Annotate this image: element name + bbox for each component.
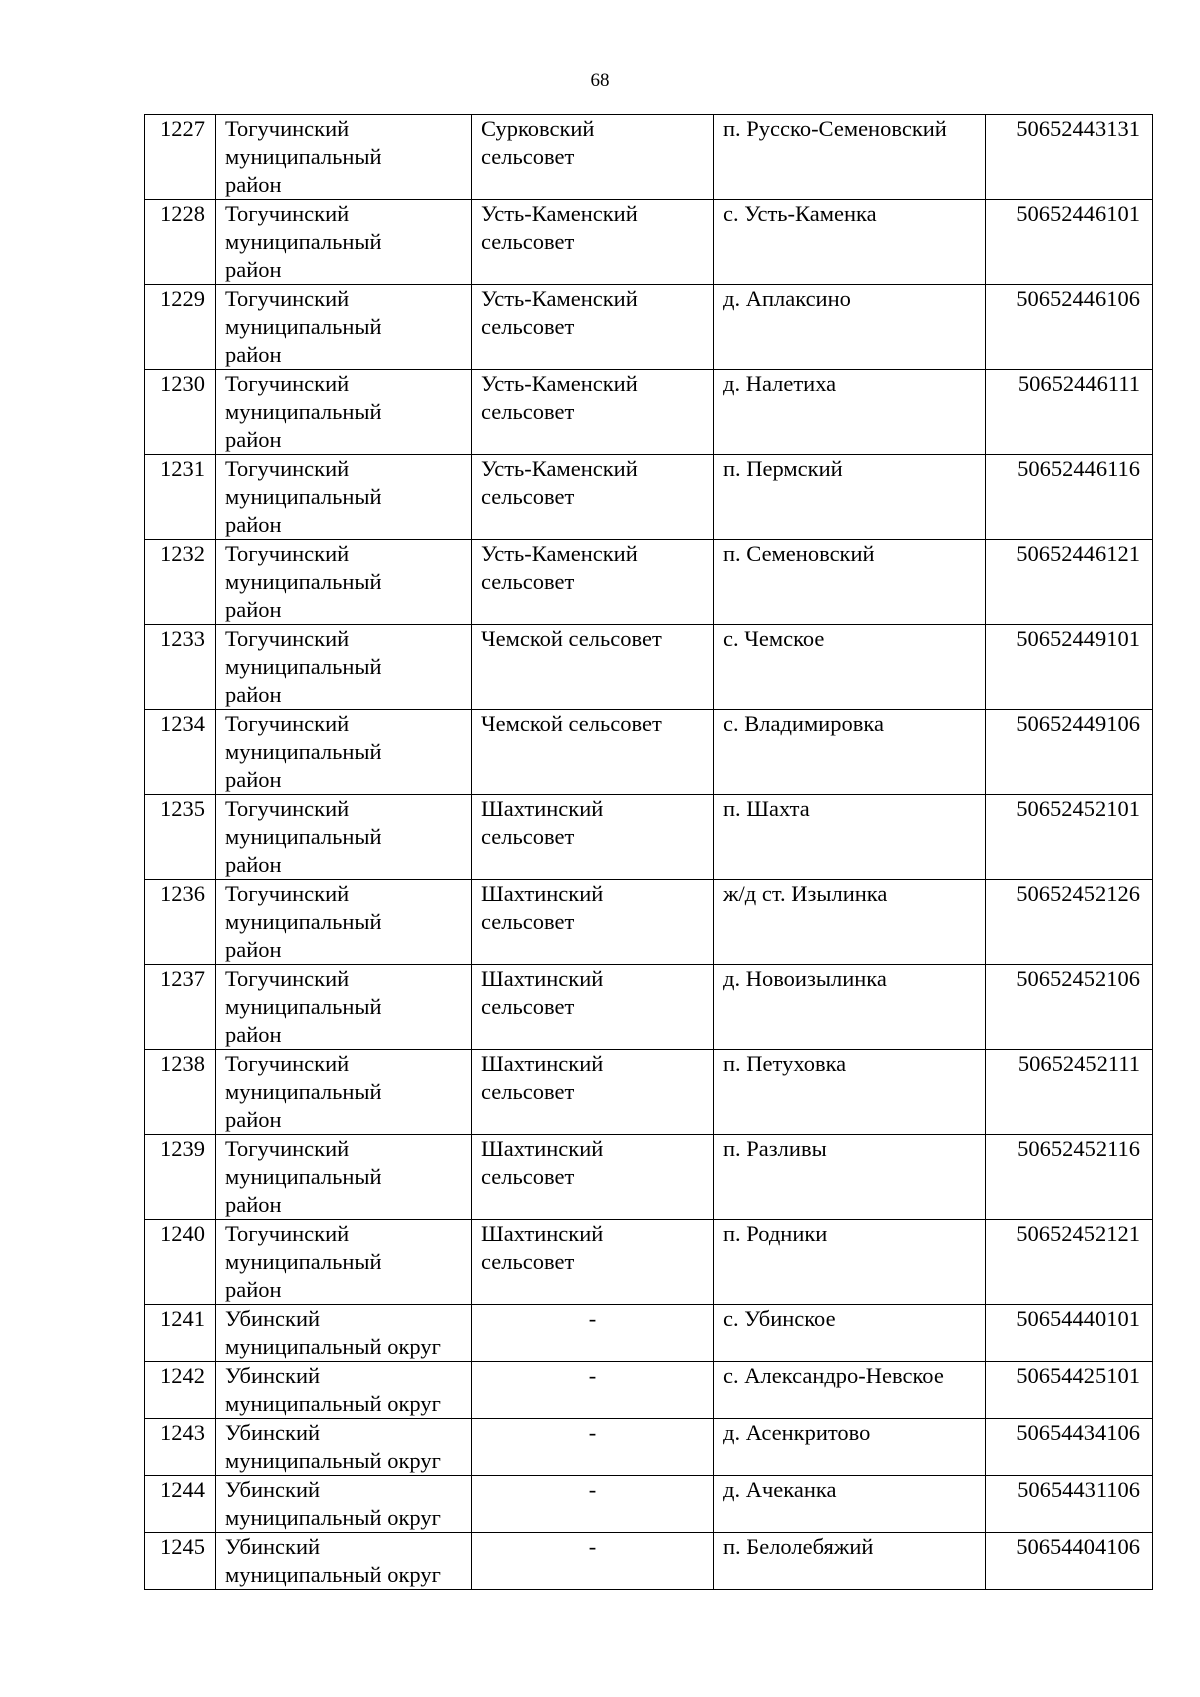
village-council-cell [472, 795, 714, 880]
settlement-cell: с. Александро-Невское [714, 1362, 986, 1419]
village-council-line: сельсовет [481, 1249, 575, 1274]
settlement-cell: п. Семеновский [714, 540, 986, 625]
village-council-line: сельсовет [481, 994, 575, 1019]
row-number: 1239 [145, 1135, 216, 1220]
municipal-district-cell [216, 1419, 472, 1476]
table-row [145, 540, 1153, 625]
row-number: 1243 [145, 1419, 216, 1476]
table-row [145, 285, 1153, 370]
municipal-district-line: Тогучинский [225, 796, 350, 821]
row-number: 1233 [145, 625, 216, 710]
row-number: 1237 [145, 965, 216, 1050]
village-council-cell [472, 1050, 714, 1135]
municipal-district-line: Тогучинский [225, 1221, 350, 1246]
municipal-district-line: район [225, 682, 282, 707]
table-row [145, 1135, 1153, 1220]
municipal-district-cell [216, 455, 472, 540]
municipal-district-cell [216, 115, 472, 200]
village-council-line: - [588, 1534, 597, 1559]
table-row [145, 710, 1153, 795]
village-council-line: Шахтинский [481, 1221, 604, 1246]
village-council-cell [472, 625, 714, 710]
municipal-district-line: Тогучинский [225, 456, 350, 481]
municipal-district-line: муниципальный округ [225, 1391, 441, 1416]
municipal-district-line: Убинский [225, 1420, 321, 1445]
municipal-district-line: Тогучинский [225, 286, 350, 311]
municipal-district-line: муниципальный округ [225, 1334, 441, 1359]
municipal-district-line: район [225, 427, 282, 452]
municipal-district-line: муниципальный [225, 484, 382, 509]
municipal-district-line: муниципальный [225, 909, 382, 934]
table-body [145, 115, 1153, 1590]
municipal-district-line: район [225, 1277, 282, 1302]
table-row [145, 200, 1153, 285]
municipal-district-cell [216, 710, 472, 795]
municipal-district-line: Убинский [225, 1363, 321, 1388]
oktmo-code-cell: 50654440101 [986, 1305, 1153, 1362]
village-council-cell [472, 965, 714, 1050]
village-council-line: Усть-Каменский [481, 371, 638, 396]
settlement-cell: п. Русско-Семеновский [714, 115, 986, 200]
row-number: 1229 [145, 285, 216, 370]
village-council-cell [472, 370, 714, 455]
municipal-district-line: Тогучинский [225, 881, 350, 906]
village-council-line: сельсовет [481, 229, 575, 254]
table-row [145, 455, 1153, 540]
municipal-district-line: муниципальный [225, 1164, 382, 1189]
row-number: 1234 [145, 710, 216, 795]
municipal-district-line: район [225, 852, 282, 877]
settlement-cell: п. Шахта [714, 795, 986, 880]
row-number: 1236 [145, 880, 216, 965]
row-number: 1238 [145, 1050, 216, 1135]
village-council-line: Чемской сельсовет [481, 626, 662, 651]
village-council-cell [472, 200, 714, 285]
village-council-line: сельсовет [481, 909, 575, 934]
table-row [145, 880, 1153, 965]
row-number: 1235 [145, 795, 216, 880]
village-council-cell [472, 1305, 714, 1362]
table-row [145, 625, 1153, 710]
municipal-district-cell [216, 370, 472, 455]
municipal-district-cell [216, 1135, 472, 1220]
municipal-district-line: Тогучинский [225, 711, 350, 736]
village-council-line: сельсовет [481, 1164, 575, 1189]
table-row [145, 1220, 1153, 1305]
village-council-cell [472, 1135, 714, 1220]
municipal-district-line: Убинский [225, 1306, 321, 1331]
table-row [145, 370, 1153, 455]
village-council-cell [472, 1220, 714, 1305]
settlement-cell: п. Пермский [714, 455, 986, 540]
settlement-cell: п. Петуховка [714, 1050, 986, 1135]
settlement-cell: д. Налетиха [714, 370, 986, 455]
village-council-cell [472, 1476, 714, 1533]
table-row [145, 1419, 1153, 1476]
village-council-line: сельсовет [481, 1079, 575, 1104]
row-number: 1230 [145, 370, 216, 455]
oktmo-code-cell: 50652452106 [986, 965, 1153, 1050]
municipal-district-cell [216, 1533, 472, 1590]
municipal-district-line: муниципальный [225, 229, 382, 254]
village-council-cell [472, 455, 714, 540]
village-council-line: сельсовет [481, 144, 575, 169]
municipal-district-line: район [225, 1022, 282, 1047]
table-row [145, 1476, 1153, 1533]
settlement-cell: п. Белолебяжий [714, 1533, 986, 1590]
municipal-district-line: Тогучинский [225, 371, 350, 396]
village-council-line: Шахтинский [481, 796, 604, 821]
municipal-district-line: муниципальный [225, 399, 382, 424]
municipal-district-cell [216, 200, 472, 285]
settlement-cell: д. Новоизылинка [714, 965, 986, 1050]
oktmo-code-cell: 50654434106 [986, 1419, 1153, 1476]
oktmo-code-cell: 50652443131 [986, 115, 1153, 200]
municipal-district-line: район [225, 342, 282, 367]
municipal-district-line: Убинский [225, 1477, 321, 1502]
oktmo-code-cell: 50654431106 [986, 1476, 1153, 1533]
settlement-cell: с. Владимировка [714, 710, 986, 795]
municipal-district-line: муниципальный [225, 739, 382, 764]
oktmo-code-cell: 50652452126 [986, 880, 1153, 965]
settlement-cell: ж/д ст. Изылинка [714, 880, 986, 965]
settlement-cell: п. Разливы [714, 1135, 986, 1220]
village-council-line: Усть-Каменский [481, 541, 638, 566]
row-number: 1232 [145, 540, 216, 625]
oktmo-code-cell: 50654404106 [986, 1533, 1153, 1590]
municipal-district-line: Тогучинский [225, 541, 350, 566]
village-council-line: Сурковский [481, 116, 595, 141]
village-council-cell [472, 1419, 714, 1476]
village-council-line: Шахтинский [481, 881, 604, 906]
village-council-line: сельсовет [481, 314, 575, 339]
oktmo-code-cell: 50652452101 [986, 795, 1153, 880]
settlement-cell: д. Аплаксино [714, 285, 986, 370]
municipal-district-line: муниципальный [225, 314, 382, 339]
oktmo-code-cell: 50652446101 [986, 200, 1153, 285]
village-council-cell [472, 880, 714, 965]
village-council-line: сельсовет [481, 484, 575, 509]
table-row [145, 1362, 1153, 1419]
village-council-line: Шахтинский [481, 1136, 604, 1161]
village-council-cell [472, 710, 714, 795]
table-row [145, 795, 1153, 880]
table-row [145, 965, 1153, 1050]
table-row [145, 1533, 1153, 1590]
municipal-district-line: Тогучинский [225, 966, 350, 991]
oktmo-code-cell: 50652446106 [986, 285, 1153, 370]
municipal-district-line: муниципальный [225, 1079, 382, 1104]
municipal-district-line: муниципальный [225, 994, 382, 1019]
row-number: 1228 [145, 200, 216, 285]
municipal-district-line: Тогучинский [225, 626, 350, 651]
settlements-table [144, 114, 1153, 1590]
row-number: 1244 [145, 1476, 216, 1533]
village-council-cell [472, 285, 714, 370]
row-number: 1245 [145, 1533, 216, 1590]
village-council-cell [472, 115, 714, 200]
municipal-district-cell [216, 880, 472, 965]
municipal-district-cell [216, 625, 472, 710]
municipal-district-cell [216, 1220, 472, 1305]
municipal-district-cell [216, 795, 472, 880]
row-number: 1240 [145, 1220, 216, 1305]
row-number: 1227 [145, 115, 216, 200]
table-row [145, 1305, 1153, 1362]
municipal-district-line: район [225, 1192, 282, 1217]
village-council-line: Чемской сельсовет [481, 711, 662, 736]
oktmo-code-cell: 50652446111 [986, 370, 1153, 455]
table-row [145, 1050, 1153, 1135]
municipal-district-line: Тогучинский [225, 201, 350, 226]
settlement-cell: с. Убинское [714, 1305, 986, 1362]
village-council-line: - [588, 1363, 597, 1388]
municipal-district-cell [216, 1362, 472, 1419]
village-council-line: Усть-Каменский [481, 201, 638, 226]
municipal-district-line: район [225, 512, 282, 537]
settlement-cell: п. Родники [714, 1220, 986, 1305]
municipal-district-line: муниципальный округ [225, 1448, 441, 1473]
oktmo-code-cell: 50652452116 [986, 1135, 1153, 1220]
settlement-cell: с. Чемское [714, 625, 986, 710]
municipal-district-line: муниципальный [225, 569, 382, 594]
village-council-line: сельсовет [481, 399, 575, 424]
municipal-district-line: муниципальный округ [225, 1562, 441, 1587]
settlement-cell: д. Ачеканка [714, 1476, 986, 1533]
municipal-district-line: район [225, 1107, 282, 1132]
village-council-line: сельсовет [481, 824, 575, 849]
table-row [145, 115, 1153, 200]
municipal-district-cell [216, 965, 472, 1050]
municipal-district-cell [216, 1050, 472, 1135]
village-council-line: - [588, 1420, 597, 1445]
municipal-district-line: муниципальный округ [225, 1505, 441, 1530]
municipal-district-line: муниципальный [225, 144, 382, 169]
row-number: 1242 [145, 1362, 216, 1419]
municipal-district-line: район [225, 172, 282, 197]
municipal-district-cell [216, 1476, 472, 1533]
village-council-line: Шахтинский [481, 966, 604, 991]
municipal-district-line: Тогучинский [225, 1051, 350, 1076]
village-council-cell [472, 540, 714, 625]
municipal-district-line: Убинский [225, 1534, 321, 1559]
municipal-district-cell [216, 1305, 472, 1362]
municipal-district-line: район [225, 937, 282, 962]
row-number: 1241 [145, 1305, 216, 1362]
municipal-district-line: Тогучинский [225, 1136, 350, 1161]
page-number: 68 [590, 70, 610, 91]
oktmo-code-cell: 50652449101 [986, 625, 1153, 710]
settlement-cell: д. Асенкритово [714, 1419, 986, 1476]
municipal-district-line: Тогучинский [225, 116, 350, 141]
municipal-district-line: муниципальный [225, 1249, 382, 1274]
settlement-cell: с. Усть-Каменка [714, 200, 986, 285]
village-council-line: - [588, 1477, 597, 1502]
oktmo-code-cell: 50652452121 [986, 1220, 1153, 1305]
village-council-cell [472, 1533, 714, 1590]
village-council-cell [472, 1362, 714, 1419]
row-number: 1231 [145, 455, 216, 540]
municipal-district-line: район [225, 597, 282, 622]
village-council-line: Усть-Каменский [481, 456, 638, 481]
village-council-line: сельсовет [481, 569, 575, 594]
municipal-district-cell [216, 540, 472, 625]
village-council-line: - [588, 1306, 597, 1331]
oktmo-code-cell: 50654425101 [986, 1362, 1153, 1419]
oktmo-code-cell: 50652449106 [986, 710, 1153, 795]
oktmo-code-cell: 50652446116 [986, 455, 1153, 540]
municipal-district-line: район [225, 767, 282, 792]
municipal-district-cell [216, 285, 472, 370]
oktmo-code-cell: 50652452111 [986, 1050, 1153, 1135]
oktmo-code-cell: 50652446121 [986, 540, 1153, 625]
municipal-district-line: муниципальный [225, 654, 382, 679]
village-council-line: Шахтинский [481, 1051, 604, 1076]
municipal-district-line: район [225, 257, 282, 282]
village-council-line: Усть-Каменский [481, 286, 638, 311]
municipal-district-line: муниципальный [225, 824, 382, 849]
